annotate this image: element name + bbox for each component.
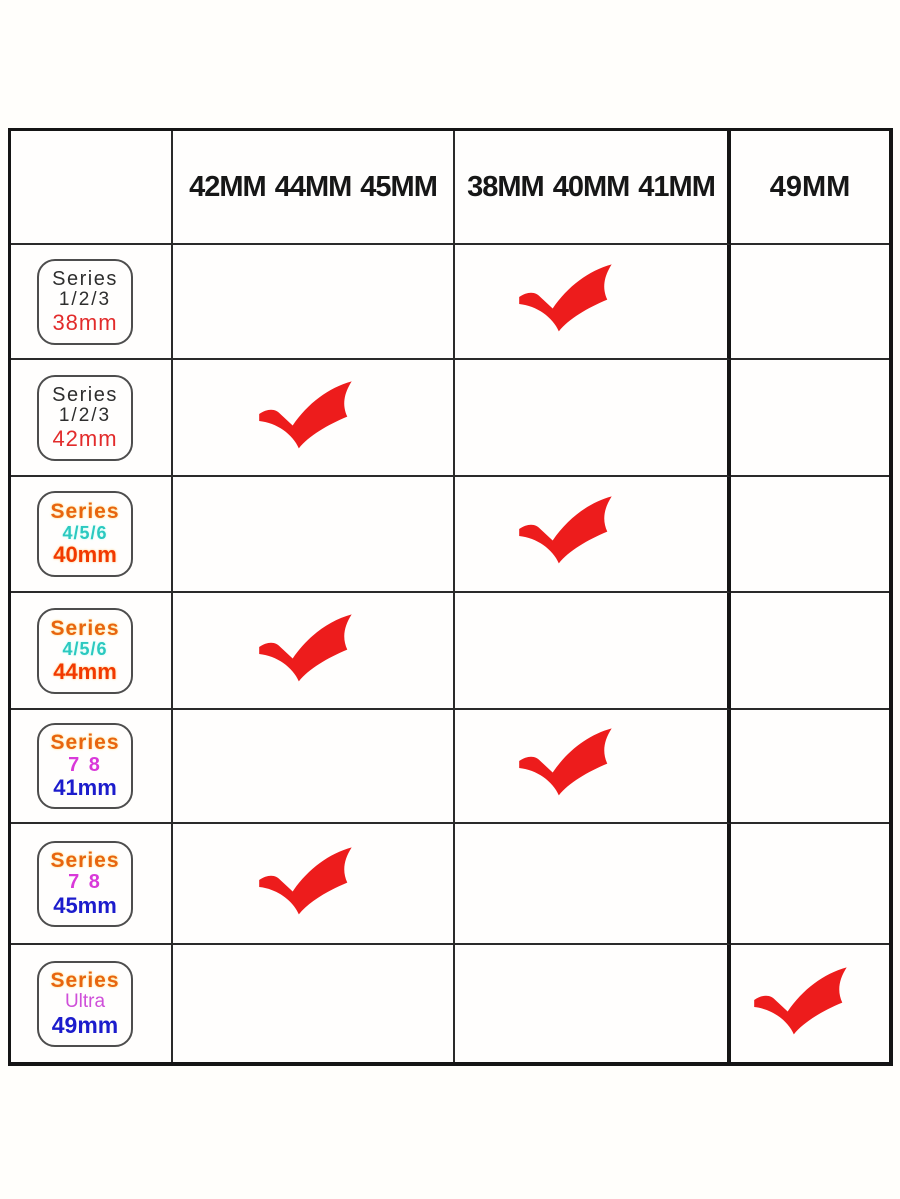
- column-header-38-40-41: [455, 131, 731, 245]
- watch-badge-series-1-2-3-38mm: [37, 259, 133, 345]
- badge-size-text: 38mm: [52, 309, 118, 335]
- compat-cell: [173, 477, 455, 593]
- compat-cell: [173, 824, 455, 945]
- row-label-series-4-5-6-44mm: [11, 593, 173, 710]
- badge-generation-text: 4/5/6: [62, 639, 108, 660]
- badge-series-text: Series: [50, 731, 120, 755]
- compat-cell: [173, 945, 455, 1062]
- badge-size-text: 49mm: [51, 1011, 119, 1038]
- badge-generation-text: 4/5/6: [62, 522, 108, 543]
- corner-cell: [11, 131, 173, 245]
- compat-cell: [455, 593, 731, 710]
- size-compatibility-table: [8, 128, 893, 1066]
- header-44mm: 44MM: [274, 170, 352, 203]
- row-label-series-7-8-45mm: [11, 824, 173, 945]
- badge-size-text: 40mm: [53, 542, 117, 568]
- header-40mm: 40MM: [552, 170, 630, 203]
- check-icon: [509, 260, 621, 334]
- compat-cell: [455, 824, 731, 945]
- row-label-series-1-2-3-42mm: [11, 360, 173, 477]
- watch-badge-series-7-8-41mm: [37, 723, 133, 809]
- compat-cell: [731, 945, 889, 1062]
- compat-cell: [455, 477, 731, 593]
- watch-badge-series-7-8-45mm: [37, 841, 133, 927]
- badge-generation-text: 1/2/3: [58, 289, 112, 311]
- watch-badge-series-1-2-3-42mm: [37, 375, 133, 461]
- compat-cell: [731, 710, 889, 824]
- compat-cell: [731, 245, 889, 360]
- check-icon: [509, 724, 621, 798]
- compat-cell: [173, 360, 455, 477]
- compat-cell: [455, 945, 731, 1062]
- compat-cell: [455, 360, 731, 477]
- badge-generation-text: 7 8: [68, 753, 102, 776]
- badge-series-text: Series: [50, 500, 120, 524]
- header-45mm: 45MM: [360, 170, 437, 203]
- compat-cell: [731, 360, 889, 477]
- badge-series-text: Series: [50, 616, 120, 640]
- badge-size-text: 44mm: [53, 658, 117, 684]
- compat-cell: [173, 710, 455, 824]
- compat-cell: [455, 710, 731, 824]
- badge-size-text: 41mm: [53, 775, 117, 801]
- badge-series-text: Series: [52, 383, 118, 406]
- check-icon: [249, 843, 361, 917]
- row-label-series-4-5-6-40mm: [11, 477, 173, 593]
- compat-cell: [173, 593, 455, 710]
- watch-badge-series-4-5-6-44mm: [37, 608, 133, 694]
- badge-size-text: 42mm: [52, 425, 118, 451]
- compat-cell: [173, 245, 455, 360]
- watch-badge-series-ultra-49mm: [37, 961, 133, 1047]
- compat-cell: [731, 593, 889, 710]
- header-41mm: 41MM: [638, 170, 715, 203]
- watch-badge-series-4-5-6-40mm: [37, 491, 133, 577]
- badge-generation-text: Ultra: [64, 991, 106, 1013]
- column-header-42-44-45: [173, 131, 455, 245]
- row-label-series-1-2-3-38mm: [11, 245, 173, 360]
- badge-series-text: Series: [52, 267, 118, 290]
- header-49mm: 49MM: [769, 170, 851, 203]
- check-icon: [249, 610, 361, 684]
- row-label-series-ultra-49mm: [11, 945, 173, 1062]
- column-header-49: [731, 131, 889, 245]
- row-label-series-7-8-41mm: [11, 710, 173, 824]
- badge-generation-text: 1/2/3: [58, 405, 112, 427]
- compat-cell: [731, 824, 889, 945]
- header-38mm: 38MM: [467, 170, 544, 203]
- check-icon: [509, 492, 621, 566]
- compat-cell: [731, 477, 889, 593]
- check-icon: [249, 377, 361, 451]
- header-42mm: 42MM: [189, 170, 266, 203]
- badge-series-text: Series: [50, 968, 120, 992]
- check-icon: [744, 963, 856, 1037]
- badge-generation-text: 7 8: [68, 871, 102, 894]
- badge-size-text: 45mm: [53, 892, 117, 918]
- compat-cell: [455, 245, 731, 360]
- badge-series-text: Series: [50, 848, 120, 872]
